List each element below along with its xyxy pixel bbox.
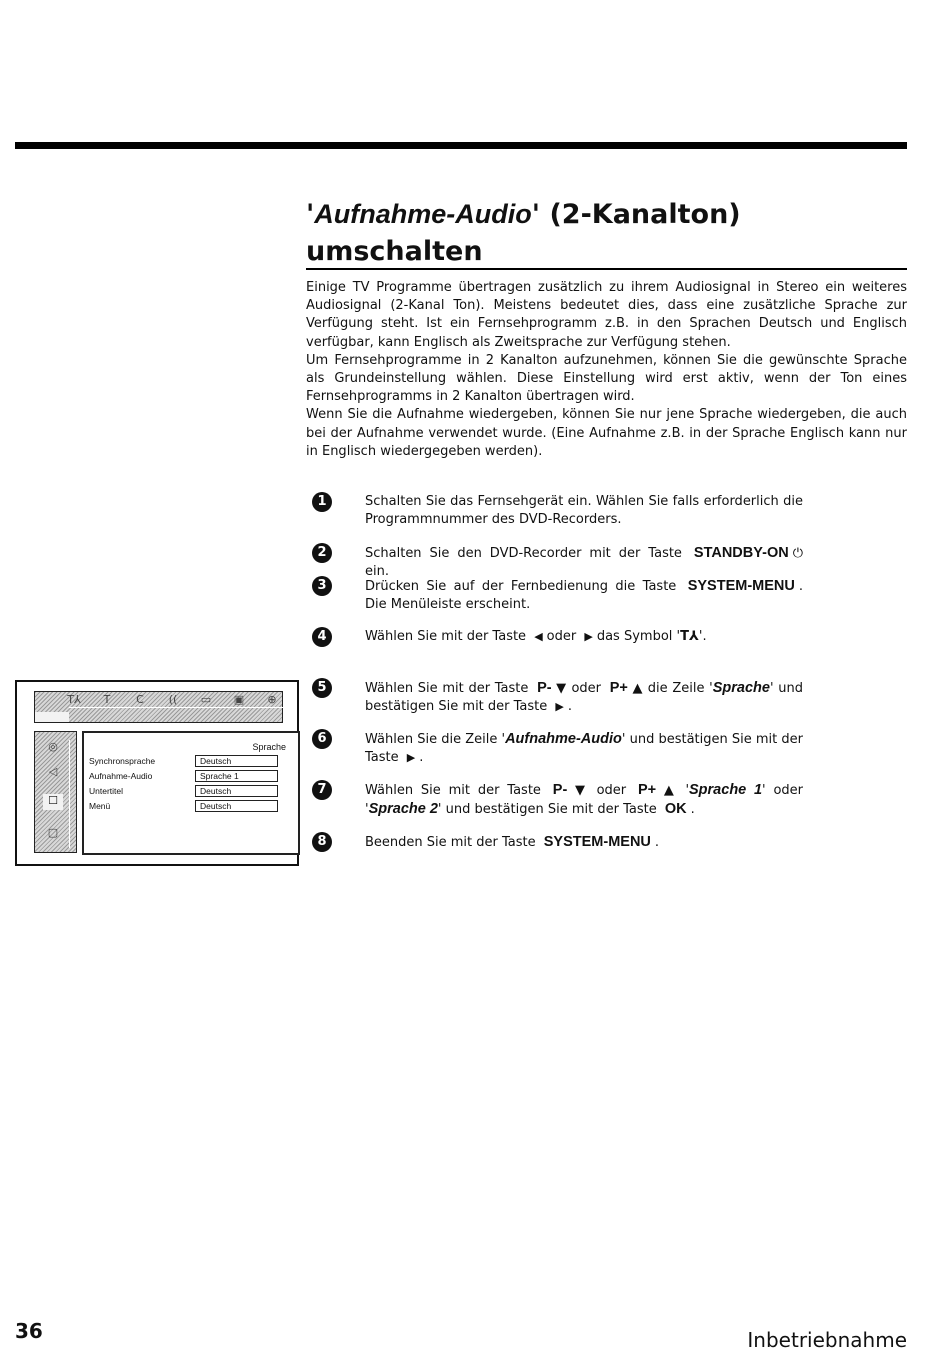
p-minus-key: P- — [552, 782, 568, 798]
zoom-icon: ⊕ — [267, 693, 277, 706]
menu-bar-icons — [63, 693, 283, 709]
title-rest: (2-Kanalton) — [540, 199, 741, 230]
step-number: 6 — [312, 729, 332, 749]
standby-on-key: STANDBY-ON — [693, 545, 789, 561]
top-rule — [15, 142, 907, 149]
step-number: 7 — [312, 780, 332, 800]
intro-paragraph-3: Wenn Sie die Aufnahme wiedergeben, können Sie nur jene Sprache wiedergeben, die auch bei der Aufnahme verwendet wurde. (Eine Aufnahme z.B. in der Sprache Englisch kann nur in Englisch wiedergegeben werden). — [306, 407, 907, 459]
row-label: Aufnahme-Audio — [89, 771, 153, 781]
arrow-right-icon: ▶ — [406, 751, 416, 765]
step-text: Drücken Sie auf der Fernbedienung die Taste SYSTEM-MENU . Die Menüleiste erscheint. — [365, 578, 803, 613]
step-text: Schalten Sie das Fernsehgerät ein. Wählen Sie falls erforderlich die Programmnummer des DVD-Recorders. — [365, 494, 803, 528]
sidebar-arrow — [69, 740, 70, 848]
menu-row — [89, 755, 274, 768]
system-menu-key: SYSTEM-MENU — [543, 834, 651, 850]
step-number: 2 — [312, 543, 332, 563]
page-title: 'Aufnahme-Audio' (2-Kanalton) umschalten — [306, 199, 741, 267]
menu-row — [89, 785, 274, 798]
picture-icon: ◎ — [48, 740, 58, 753]
row-value: Deutsch — [195, 800, 278, 812]
menu-row — [89, 770, 274, 783]
step-number: 4 — [312, 627, 332, 647]
arrow-right-icon: ▶ — [584, 630, 593, 643]
intro-paragraph-1: Einige TV Programme übertragen zusätzlich zu ihrem Audiosignal in Stereo ein weiteres Audiosignal (2-Kanal Ton). Meistens bedeutet dies, dass eine zusätzliche Sprache zur Verfügung steht. Ist ein Fernsehprogramm z.B. in den Sprachen Deutsch und Englisch verfügbar, kann Englisch als Zweitsprache zur Verfügung stehen. — [306, 280, 907, 350]
menu-bar — [34, 691, 283, 723]
language-panel — [82, 731, 300, 855]
row-label: Synchronsprache — [89, 756, 156, 766]
section-name: Inbetriebnahme — [747, 1328, 907, 1352]
title-emphasis: Aufnahme-Audio — [314, 199, 532, 229]
panel-title: Sprache — [252, 742, 286, 752]
step-number: 8 — [312, 832, 332, 852]
arrow-down-icon: ▼ — [571, 783, 589, 798]
intro-text — [306, 279, 907, 461]
p-minus-key: P- — [537, 680, 552, 696]
settings-icon: T⅄ — [67, 693, 81, 706]
row-value: Sprache 1 — [195, 770, 278, 782]
page-number: 36 — [15, 1319, 43, 1343]
power-icon: ⏻ — [792, 546, 803, 561]
title-underline — [306, 268, 907, 270]
intro-paragraph-2: Um Fernsehprogramme in 2 Kanalton aufzunehmen, können Sie die gewünschte Sprache als Grundeinstellung wählen. Diese Einstellung wird erst aktiv, wenn der Ton eines Fernsehprogramms in 2 Kanalton übertragen wird. — [306, 352, 907, 405]
step-text: Wählen Sie mit der Taste ◀ oder ▶ das Symbol 'T⅄'. — [365, 629, 707, 644]
features-icon: ▢ — [47, 826, 59, 839]
step-text: Beenden Sie mit der Taste SYSTEM-MENU . — [365, 834, 660, 850]
step-text: Wählen Sie mit der Taste P- ▼ oder P+ ▲ 'Sprache 1' oder 'Sprache 2' und bestätigen Sie mit der Taste OK . — [365, 782, 804, 818]
language-icon: ☐ — [43, 794, 63, 810]
arrow-left-icon: ◀ — [534, 630, 543, 643]
settings-symbol-icon: T⅄ — [680, 629, 699, 644]
title-icon: T — [103, 693, 111, 706]
menu-screenshot — [15, 680, 299, 866]
row-value: Deutsch — [195, 785, 278, 797]
row-label: Untertitel — [89, 786, 124, 796]
arrow-down-icon: ▼ — [555, 681, 567, 696]
p-plus-key: P+ — [638, 782, 657, 798]
subtitle-icon: ▭ — [200, 693, 212, 706]
audio-icon: (( — [168, 693, 178, 706]
step-number: 5 — [312, 678, 332, 698]
step-text: Wählen Sie mit der Taste P- ▼ oder P+ ▲ die Zeile 'Sprache' und bestätigen Sie mit der Taste ▶ . — [365, 680, 803, 715]
step-number: 3 — [312, 576, 332, 596]
step-number: 1 — [312, 492, 332, 512]
step-text: Schalten Sie den DVD-Recorder mit der Taste STANDBY-ON ⏻ ein. — [365, 545, 803, 580]
p-plus-key: P+ — [609, 680, 628, 696]
step-text: Wählen Sie die Zeile 'Aufnahme-Audio' und bestätigen Sie mit der Taste ▶ . — [365, 731, 803, 766]
menu-bar-selection — [35, 712, 69, 722]
arrow-up-icon: ▲ — [631, 681, 644, 696]
row-value: Deutsch — [195, 755, 278, 767]
ok-key: OK — [664, 801, 687, 818]
sound-icon: ◁ — [48, 765, 58, 778]
menu-sidebar — [34, 731, 77, 853]
arrow-right-icon: ▶ — [555, 700, 564, 714]
camera-icon: ▣ — [233, 693, 245, 706]
system-menu-key: SYSTEM-MENU — [687, 578, 795, 594]
title-line2: umschalten — [306, 236, 483, 267]
arrow-up-icon: ▲ — [660, 783, 678, 798]
row-label: Menü — [89, 801, 111, 811]
menu-row — [89, 800, 274, 813]
chapter-icon: C — [136, 693, 144, 706]
